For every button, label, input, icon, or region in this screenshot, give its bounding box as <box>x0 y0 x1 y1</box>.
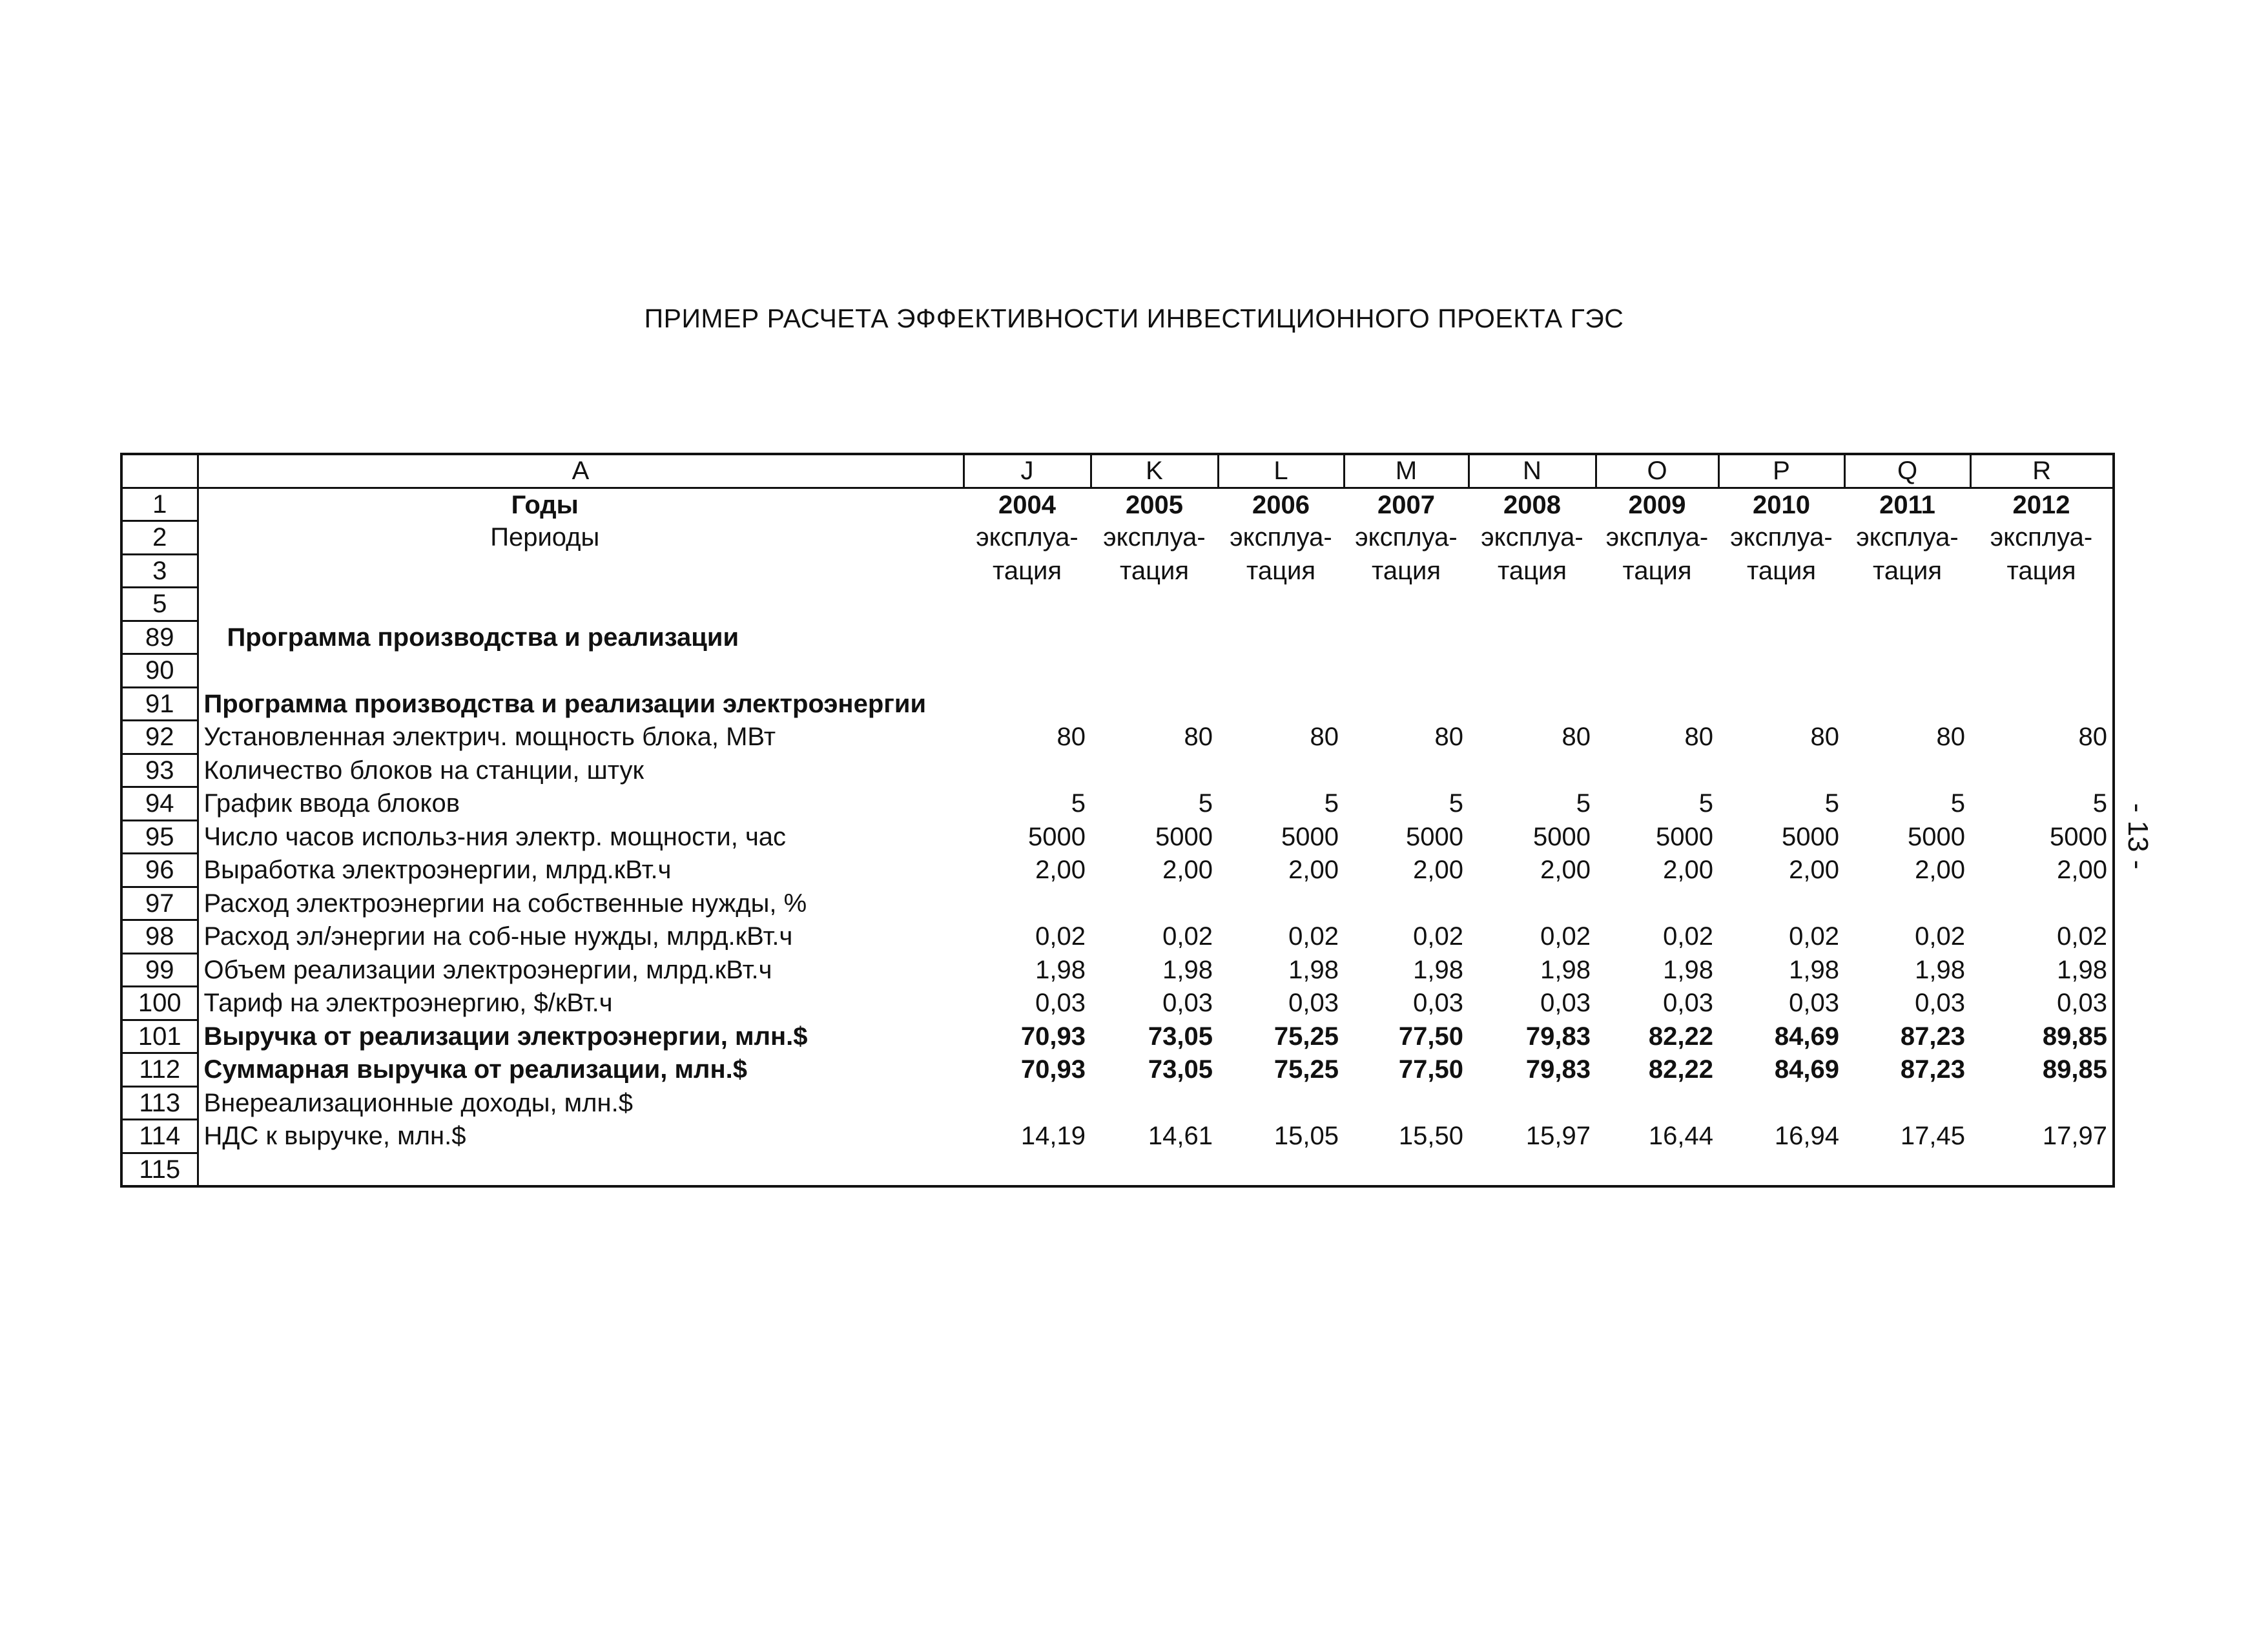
row-label: Расход электроэнергии на собственные нужды, % <box>198 887 964 920</box>
row-label: НДС к выручке, млн.$ <box>198 1120 964 1153</box>
value-cell: 5000 <box>1970 820 2114 854</box>
value-cell: 73,05 <box>1148 1022 1213 1051</box>
value-cell: 5000 <box>1908 822 1965 851</box>
value-cell: 80 <box>1057 723 1086 752</box>
corner-cell <box>121 454 198 488</box>
section-row <box>121 687 2114 721</box>
value-cell <box>1469 887 1596 920</box>
value-cell: 14,61 <box>1148 1122 1213 1151</box>
value-cell: 80 <box>1434 723 1463 752</box>
blank-row <box>121 588 2114 621</box>
value-cell: 77,50 <box>1398 1022 1463 1051</box>
value-cell <box>1218 887 1344 920</box>
table-row <box>121 920 2114 954</box>
period-cell: тация <box>992 556 1062 585</box>
column-header-row <box>121 454 2114 488</box>
value-cell <box>1469 1153 1596 1186</box>
value-cell: 0,02 <box>1162 922 1213 951</box>
year-cell: 2007 <box>1377 490 1435 519</box>
value-cell: 5 <box>1970 787 2114 821</box>
value-cell <box>1218 754 1344 787</box>
periods-row-top <box>121 521 2114 555</box>
value-cell: 80 <box>1936 723 1965 752</box>
value-cell: 0,02 <box>1663 922 1713 951</box>
table-row <box>121 820 2114 854</box>
period-cell: тация <box>1371 556 1441 585</box>
value-cell: 70,93 <box>1020 1055 1086 1084</box>
value-cell: 2,00 <box>1035 856 1086 885</box>
row-number: 100 <box>121 987 198 1020</box>
value-cell <box>1091 1086 1218 1120</box>
period-cell: эксплуа- <box>1103 523 1206 552</box>
row-number: 97 <box>121 887 198 920</box>
table-row <box>121 1120 2114 1153</box>
table-row <box>121 754 2114 787</box>
table-row <box>121 1020 2114 1053</box>
period-cell: эксплуа- <box>1730 523 1833 552</box>
value-cell <box>1091 887 1218 920</box>
value-cell: 5 <box>1448 789 1463 818</box>
value-cell: 1,98 <box>1663 955 1713 984</box>
value-cell <box>964 754 1091 787</box>
row-label: Внереализационные доходы, млн.$ <box>198 1086 964 1120</box>
value-cell <box>1718 1153 1844 1186</box>
value-cell: 15,05 <box>1273 1122 1339 1151</box>
value-cell <box>1970 1153 2114 1186</box>
period-cell: эксплуа- <box>1605 523 1709 552</box>
value-cell: 87,23 <box>1900 1055 1965 1084</box>
period-cell: тация <box>1872 556 1943 585</box>
period-cell: тация <box>1497 556 1567 585</box>
table-row <box>121 987 2114 1020</box>
value-cell: 0,03 <box>1663 989 1713 1018</box>
value-cell: 2,00 <box>1288 856 1339 885</box>
value-cell: 0,03 <box>1915 989 1965 1018</box>
value-cell <box>1596 1153 1718 1186</box>
blank-row <box>121 654 2114 688</box>
row-number: 90 <box>121 654 198 688</box>
value-cell <box>1718 754 1844 787</box>
value-cell: 1,98 <box>1540 955 1591 984</box>
value-cell <box>1844 1153 1970 1186</box>
period-cell: эксплуа- <box>1970 521 2114 555</box>
row-number: 89 <box>121 621 198 654</box>
value-cell <box>1469 754 1596 787</box>
row-label: Число часов использ-ния электр. мощности, час <box>198 820 964 854</box>
period-cell: эксплуа- <box>1230 523 1332 552</box>
value-cell: 5 <box>1198 789 1213 818</box>
period-cell: эксплуа- <box>1355 523 1458 552</box>
value-cell: 5 <box>1698 789 1713 818</box>
value-cell: 0,03 <box>1413 989 1463 1018</box>
year-cell: 2009 <box>1628 490 1686 519</box>
value-cell: 5000 <box>1782 822 1839 851</box>
table-row <box>121 953 2114 987</box>
value-cell: 80 <box>1810 723 1839 752</box>
table-row <box>121 1086 2114 1120</box>
row-number: 113 <box>121 1086 198 1120</box>
row-label: Тариф на электроэнергию, $/кВт.ч <box>198 987 964 1020</box>
section-row <box>121 621 2114 654</box>
value-cell: 2,00 <box>1413 856 1463 885</box>
value-cell: 0,03 <box>1789 989 1839 1018</box>
value-cell: 0,03 <box>1288 989 1339 1018</box>
value-cell: 2,00 <box>1789 856 1839 885</box>
row-number: 96 <box>121 854 198 887</box>
value-cell: 87,23 <box>1900 1022 1965 1051</box>
value-cell: 5000 <box>1656 822 1713 851</box>
value-cell <box>1344 1086 1469 1120</box>
value-cell <box>1844 1086 1970 1120</box>
value-cell: 0,02 <box>1288 922 1339 951</box>
value-cell: 0,02 <box>1413 922 1463 951</box>
empty-label-cell <box>198 654 964 688</box>
periods-row-bottom <box>121 554 2114 588</box>
row-number: 2 <box>121 521 198 555</box>
value-cell: 0,02 <box>1789 922 1839 951</box>
year-cell: 2006 <box>1252 490 1310 519</box>
page-title: ПРИМЕР РАСЧЕТА ЭФФЕКТИВНОСТИ ИНВЕСТИЦИОННОГО ПРОЕКТА ГЭС <box>644 304 1624 333</box>
value-cell <box>1596 1086 1718 1120</box>
value-cell: 89,85 <box>1970 1020 2114 1053</box>
row-number: 98 <box>121 920 198 954</box>
value-cell: 2,00 <box>1663 856 1713 885</box>
year-cell: 2011 <box>1879 490 1935 519</box>
value-cell: 1,98 <box>1035 955 1086 984</box>
value-cell: 5 <box>1324 789 1339 818</box>
value-cell: 84,69 <box>1774 1055 1839 1084</box>
periods-label: Периоды <box>198 521 964 555</box>
table-row <box>121 1153 2114 1186</box>
value-cell: 2,00 <box>1915 856 1965 885</box>
value-cell: 5000 <box>1155 822 1213 851</box>
value-cell: 0,02 <box>1970 920 2114 954</box>
years-label: Годы <box>198 488 964 521</box>
value-cell: 80 <box>1310 723 1339 752</box>
value-cell <box>1344 1153 1469 1186</box>
value-cell <box>1970 754 2114 787</box>
value-cell <box>1091 1153 1218 1186</box>
value-cell <box>1344 754 1469 787</box>
value-cell: 75,25 <box>1273 1055 1339 1084</box>
value-cell: 2,00 <box>1970 854 2114 887</box>
value-cell <box>1091 754 1218 787</box>
row-number: 1 <box>121 488 198 521</box>
value-cell <box>1844 887 1970 920</box>
row-number: 93 <box>121 754 198 787</box>
value-cell: 1,98 <box>1970 953 2114 987</box>
value-cell: 84,69 <box>1774 1022 1839 1051</box>
row-label: Количество блоков на станции, штук <box>198 754 964 787</box>
period-cell: тация <box>1970 554 2114 588</box>
period-cell: тация <box>1622 556 1692 585</box>
value-cell: 1,98 <box>1288 955 1339 984</box>
value-cell: 2,00 <box>1162 856 1213 885</box>
value-cell: 1,98 <box>1915 955 1965 984</box>
value-cell: 1,98 <box>1413 955 1463 984</box>
value-cell <box>964 887 1091 920</box>
value-cell <box>1970 887 2114 920</box>
value-cell: 80 <box>1970 721 2114 754</box>
page-number: - 13 - <box>2122 803 2154 870</box>
row-number: 114 <box>121 1120 198 1153</box>
value-cell: 0,03 <box>1162 989 1213 1018</box>
period-cell: эксплуа- <box>1481 523 1583 552</box>
row-label: Выработка электроэнергии, млрд.кВт.ч <box>198 854 964 887</box>
value-cell <box>1596 887 1718 920</box>
column-header-m: M <box>1344 454 1469 488</box>
value-cell <box>964 1153 1091 1186</box>
column-header-p: P <box>1718 454 1844 488</box>
value-cell: 17,45 <box>1900 1122 1965 1151</box>
year-cell: 2005 <box>1126 490 1183 519</box>
value-cell: 5000 <box>1028 822 1086 851</box>
value-cell: 5 <box>1824 789 1839 818</box>
table-row <box>121 887 2114 920</box>
value-cell: 1,98 <box>1789 955 1839 984</box>
row-label: Выручка от реализации электроэнергии, млн.$ <box>198 1020 964 1053</box>
value-cell: 1,98 <box>1162 955 1213 984</box>
table-row <box>121 721 2114 754</box>
column-header-o: O <box>1596 454 1718 488</box>
period-cell: тация <box>1246 556 1316 585</box>
value-cell <box>1469 1086 1596 1120</box>
value-cell: 0,03 <box>1035 989 1086 1018</box>
table-row <box>121 787 2114 821</box>
value-cell: 0,03 <box>1970 987 2114 1020</box>
column-header-a: A <box>198 454 964 488</box>
value-cell <box>1970 1086 2114 1120</box>
table-row <box>121 854 2114 887</box>
value-cell: 82,22 <box>1648 1022 1713 1051</box>
section-label: Программа производства и реализации электроэнергии <box>198 687 1091 721</box>
column-header-k: K <box>1091 454 1218 488</box>
value-cell: 80 <box>1184 723 1213 752</box>
column-header-q: Q <box>1844 454 1970 488</box>
value-cell <box>1596 754 1718 787</box>
year-cell: 2008 <box>1503 490 1561 519</box>
value-cell: 79,83 <box>1525 1055 1591 1084</box>
row-number: 101 <box>121 1020 198 1053</box>
value-cell: 0,03 <box>1540 989 1591 1018</box>
row-number: 95 <box>121 820 198 854</box>
value-cell: 77,50 <box>1398 1055 1463 1084</box>
row-label: График ввода блоков <box>198 787 964 821</box>
row-label <box>198 1153 964 1186</box>
empty-label-cell <box>198 588 964 621</box>
row-number: 3 <box>121 554 198 588</box>
value-cell: 16,94 <box>1774 1122 1839 1151</box>
row-number: 92 <box>121 721 198 754</box>
row-number: 112 <box>121 1053 198 1087</box>
row-label: Расход эл/энергии на соб-ные нужды, млрд.кВт.ч <box>198 920 964 954</box>
value-cell <box>1718 1086 1844 1120</box>
section-label: Программа производства и реализации <box>198 621 964 654</box>
value-cell: 5000 <box>1533 822 1591 851</box>
row-number: 91 <box>121 687 198 721</box>
value-cell: 5 <box>1576 789 1591 818</box>
column-header-n: N <box>1469 454 1596 488</box>
year-cell: 2012 <box>1970 488 2114 521</box>
column-header-r: R <box>1970 454 2114 488</box>
period-cell: эксплуа- <box>976 523 1078 552</box>
value-cell: 70,93 <box>1020 1022 1086 1051</box>
period-cell: тация <box>1119 556 1190 585</box>
empty-label-cell <box>198 554 964 588</box>
value-cell: 5000 <box>1406 822 1463 851</box>
column-header-l: L <box>1218 454 1344 488</box>
value-cell: 82,22 <box>1648 1055 1713 1084</box>
spreadsheet-table <box>120 453 2115 1188</box>
year-cell: 2010 <box>1753 490 1810 519</box>
value-cell: 0,02 <box>1915 922 1965 951</box>
value-cell: 5 <box>1950 789 1965 818</box>
period-cell: тация <box>1746 556 1817 585</box>
value-cell: 89,85 <box>1970 1053 2114 1087</box>
value-cell <box>1218 1086 1344 1120</box>
value-cell <box>1344 887 1469 920</box>
row-label: Объем реализации электроэнергии, млрд.кВт.ч <box>198 953 964 987</box>
value-cell <box>1844 754 1970 787</box>
value-cell: 80 <box>1562 723 1591 752</box>
value-cell: 80 <box>1684 723 1713 752</box>
years-row <box>121 488 2114 521</box>
row-label: Установленная электрич. мощность блока, МВт <box>198 721 964 754</box>
value-cell: 14,19 <box>1020 1122 1086 1151</box>
value-cell: 17,97 <box>1970 1120 2114 1153</box>
value-cell: 15,97 <box>1525 1122 1591 1151</box>
value-cell: 5000 <box>1281 822 1339 851</box>
value-cell: 15,50 <box>1398 1122 1463 1151</box>
value-cell <box>1218 1153 1344 1186</box>
value-cell: 0,02 <box>1540 922 1591 951</box>
period-cell: эксплуа- <box>1856 523 1959 552</box>
value-cell: 16,44 <box>1648 1122 1713 1151</box>
value-cell <box>964 1086 1091 1120</box>
row-number: 5 <box>121 588 198 621</box>
row-label: Суммарная выручка от реализации, млн.$ <box>198 1053 964 1087</box>
row-number: 115 <box>121 1153 198 1186</box>
value-cell: 0,02 <box>1035 922 1086 951</box>
value-cell: 2,00 <box>1540 856 1591 885</box>
value-cell: 75,25 <box>1273 1022 1339 1051</box>
column-header-j: J <box>964 454 1091 488</box>
value-cell: 73,05 <box>1148 1055 1213 1084</box>
year-cell: 2004 <box>998 490 1056 519</box>
row-number: 94 <box>121 787 198 821</box>
value-cell: 79,83 <box>1525 1022 1591 1051</box>
value-cell: 5 <box>1071 789 1086 818</box>
table-row <box>121 1053 2114 1087</box>
value-cell <box>1718 887 1844 920</box>
row-number: 99 <box>121 953 198 987</box>
